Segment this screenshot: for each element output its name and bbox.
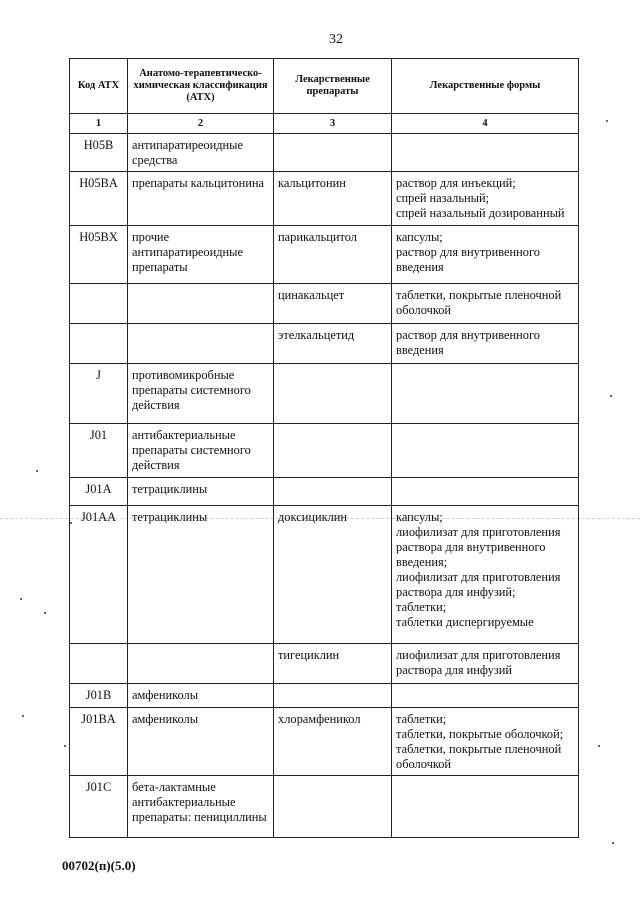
header-classification: Анатомо-терапевтическо-химическая классификация (АТХ) — [128, 59, 274, 114]
drug-name-cell: кальцитонин — [274, 172, 392, 226]
scan-speck — [36, 470, 38, 472]
table-body — [70, 134, 579, 838]
column-number: 2 — [128, 114, 274, 134]
scan-speck — [612, 842, 614, 844]
atc-table — [69, 58, 579, 838]
classification-cell: амфениколы — [128, 708, 274, 776]
table-row — [70, 284, 579, 324]
classification-cell: амфениколы — [128, 684, 274, 708]
table-row — [70, 424, 579, 478]
dosage-form-cell: капсулы; раствор для внутривенного введения — [392, 226, 579, 284]
atc-code-cell: J — [70, 364, 128, 424]
dosage-form-cell — [392, 776, 579, 838]
drug-name-cell: парикальцитол — [274, 226, 392, 284]
table-row — [70, 478, 579, 506]
classification-cell: противомикробные препараты системного действия — [128, 364, 274, 424]
dosage-form-cell — [392, 684, 579, 708]
drug-name-cell — [274, 364, 392, 424]
table-row — [70, 226, 579, 284]
drug-name-cell: цинакальцет — [274, 284, 392, 324]
table-row — [70, 684, 579, 708]
scan-speck — [44, 612, 46, 614]
scan-speck — [598, 745, 600, 747]
classification-cell — [128, 644, 274, 684]
drug-name-cell — [274, 684, 392, 708]
atc-code-cell — [70, 284, 128, 324]
classification-cell: препараты кальцитонина — [128, 172, 274, 226]
atc-code-cell: H05B — [70, 134, 128, 172]
column-number: 3 — [274, 114, 392, 134]
table-row — [70, 364, 579, 424]
header-forms: Лекарственные формы — [392, 59, 579, 114]
drug-name-cell: хлорамфеникол — [274, 708, 392, 776]
atc-code-cell: J01B — [70, 684, 128, 708]
classification-cell — [128, 324, 274, 364]
dosage-form-cell: капсулы; лиофилизат для приготовления раствора для внутривенного введения; лиофилизат для приготовления раствора для инфузий; таблетки; таблетки диспергируемые — [392, 506, 579, 644]
header-code: Код АТХ — [70, 59, 128, 114]
classification-cell: бета-лактамные антибактериальные препараты: пенициллины — [128, 776, 274, 838]
atc-code-cell: H05BA — [70, 172, 128, 226]
column-number: 1 — [70, 114, 128, 134]
table-row — [70, 324, 579, 364]
column-number: 4 — [392, 114, 579, 134]
classification-cell: тетрациклины — [128, 478, 274, 506]
table-row — [70, 134, 579, 172]
drug-name-cell — [274, 776, 392, 838]
atc-code-cell: J01 — [70, 424, 128, 478]
table-row — [70, 776, 579, 838]
table-row — [70, 506, 579, 644]
atc-code-cell: J01C — [70, 776, 128, 838]
scan-speck — [606, 120, 608, 122]
dosage-form-cell — [392, 478, 579, 506]
dosage-form-cell — [392, 424, 579, 478]
atc-code-cell: J01AA — [70, 506, 128, 644]
drug-name-cell — [274, 134, 392, 172]
dosage-form-cell: раствор для инъекций; спрей назальный; спрей назальный дозированный — [392, 172, 579, 226]
atc-code-cell: J01A — [70, 478, 128, 506]
dosage-form-cell: раствор для внутривенного введения — [392, 324, 579, 364]
atc-code-cell — [70, 644, 128, 684]
scan-speck — [70, 522, 72, 524]
table-row — [70, 172, 579, 226]
classification-cell: прочие антипаратиреоидные препараты — [128, 226, 274, 284]
dosage-form-cell — [392, 134, 579, 172]
scan-speck — [22, 715, 24, 717]
dosage-form-cell — [392, 364, 579, 424]
scan-speck — [610, 395, 612, 397]
dosage-form-cell: лиофилизат для приготовления раствора для инфузий — [392, 644, 579, 684]
document-footer-code: 00702(п)(5.0) — [62, 858, 136, 873]
classification-cell: антипаратиреоидные средства — [128, 134, 274, 172]
drug-name-cell: этелкальцетид — [274, 324, 392, 364]
column-number-row — [70, 114, 579, 134]
atc-code-cell: H05BX — [70, 226, 128, 284]
dosage-form-cell: таблетки, покрытые пленочной оболочкой — [392, 284, 579, 324]
classification-cell — [128, 284, 274, 324]
drug-name-cell — [274, 424, 392, 478]
classification-cell: антибактериальные препараты системного действия — [128, 424, 274, 478]
atc-code-cell — [70, 324, 128, 364]
dosage-form-cell: таблетки; таблетки, покрытые оболочкой; таблетки, покрытые пленочной оболочкой — [392, 708, 579, 776]
drug-name-cell — [274, 478, 392, 506]
atc-code-cell: J01BA — [70, 708, 128, 776]
header-row — [70, 59, 579, 114]
table-row — [70, 644, 579, 684]
scan-speck — [64, 745, 66, 747]
drug-name-cell: тигециклин — [274, 644, 392, 684]
scan-speck — [20, 598, 22, 600]
classification-cell: тетрациклины — [128, 506, 274, 644]
table-row — [70, 708, 579, 776]
page-number: 32 — [329, 32, 343, 47]
drug-name-cell: доксициклин — [274, 506, 392, 644]
header-drugs: Лекарственные препараты — [274, 59, 392, 114]
